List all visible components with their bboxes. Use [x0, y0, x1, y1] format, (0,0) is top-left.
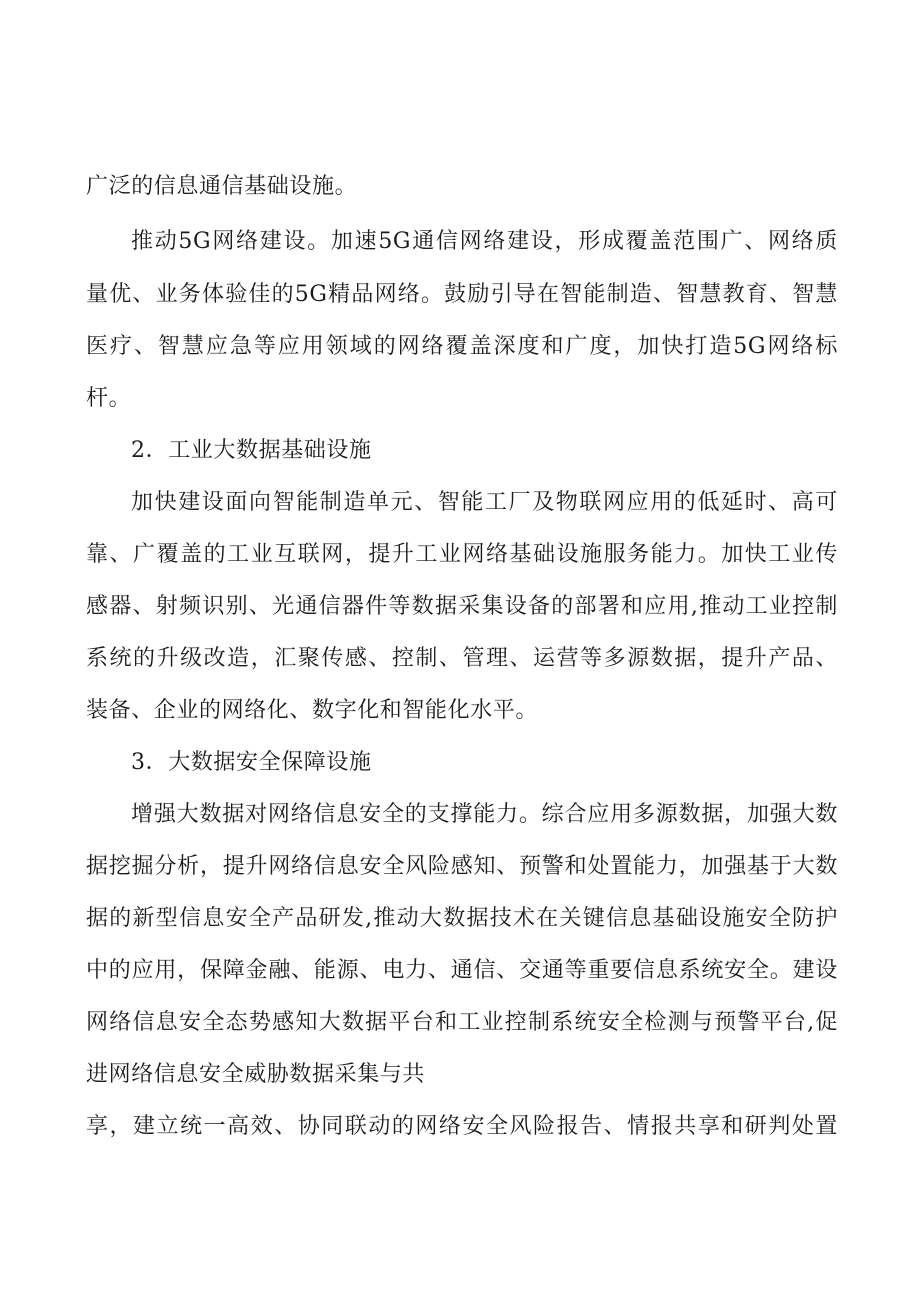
paragraph-line: 中的应用，保障金融、能源、电力、通信、交通等重要信息系统安全。建设	[86, 958, 838, 983]
paragraph-line: 感器、射频识别、光通信器件等数据采集设备的部署和应用,推动工业控制	[86, 594, 838, 619]
paragraph-line: 广泛的信息通信基础设施。	[86, 174, 358, 199]
paragraph-line: 据的新型信息安全产品研发,推动大数据技术在关键信息基础设施安全防护	[86, 906, 838, 931]
paragraph-line: 靠、广覆盖的工业互联网，提升工业网络基础设施服务能力。加快工业传	[86, 542, 838, 567]
paragraph-line: 杆。	[86, 386, 132, 411]
section-heading: 3．大数据安全保障设施	[131, 750, 372, 775]
paragraph-line: 系统的升级改造，汇聚传感、控制、管理、运营等多源数据，提升产品、	[86, 646, 838, 671]
paragraph-line: 据挖掘分析，提升网络信息安全风险感知、预警和处置能力，加强基于大数	[86, 854, 838, 879]
paragraph-line: 量优、业务体验佳的5G精品网络。鼓励引导在智能制造、智慧教育、智慧	[86, 282, 838, 307]
paragraph-line: 网络信息安全态势感知大数据平台和工业控制系统安全检测与预警平台,促	[86, 1010, 838, 1035]
paragraph-line: 医疗、智慧应急等应用领域的网络覆盖深度和广度，加快打造5G网络标	[86, 334, 838, 359]
paragraph-line: 增强大数据对网络信息安全的支撑能力。综合应用多源数据，加强大数	[131, 802, 838, 827]
paragraph-line: 进网络信息安全威胁数据采集与共	[86, 1062, 426, 1087]
paragraph-line: 加快建设面向智能制造单元、智能工厂及物联网应用的低延时、高可	[131, 490, 838, 515]
paragraph-line: 推动5G网络建设。加速5G通信网络建设，形成覆盖范围广、网络质	[131, 229, 838, 254]
paragraph-line: 享，建立统一高效、协同联动的网络安全风险报告、情报共享和研判处置	[86, 1114, 838, 1139]
paragraph-line: 装备、企业的网络化、数字化和智能化水平。	[86, 698, 539, 723]
section-heading: 2．工业大数据基础设施	[131, 438, 372, 463]
